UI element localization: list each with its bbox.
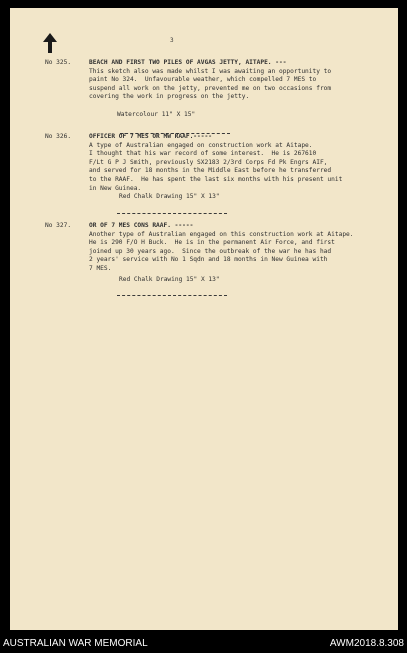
entry-line: joined up 30 years ago. Since the outbreak of the war he has had: [89, 247, 332, 255]
footer-accession-number: AWM2018.8.308: [329, 638, 404, 649]
entry-line: Another type of Australian engaged on this construction work at Aitape.: [89, 230, 354, 238]
entry-title: OFFICER OF 7 MES OR MW RAAF.-----: [89, 133, 212, 140]
pointer-arrow-icon: [43, 33, 57, 53]
entry-body: [89, 222, 379, 274]
page-number: 3: [170, 37, 174, 44]
entry-body: [89, 133, 379, 193]
entry-line: covering the work in progress on the jetty.: [89, 93, 250, 101]
footer-bar: [0, 632, 407, 653]
entry-line: in New Guinea.: [89, 184, 142, 192]
entry-line: A type of Australian engaged on construction work at Aitape.: [89, 141, 313, 149]
entry-title: OR OF 7 MES CONS RAAF. -----: [89, 222, 194, 229]
entry-medium: Red Chalk Drawing 15" X 13": [119, 276, 220, 283]
entry-line: 2 years' service with No 1 Sqdn and 18 months in New Guinea with: [89, 256, 328, 264]
entry-line: 7 MES.: [89, 264, 112, 272]
entry-number: No 327.: [45, 222, 72, 229]
entry-medium: Watercolour 11" X 15": [117, 111, 196, 118]
entry-line: to the RAAF. He has spent the last six months with his present unit: [89, 175, 343, 183]
entry-number: No 326.: [45, 133, 72, 140]
entry-body: [89, 59, 379, 102]
entry-line: and served for 18 months in the Middle East before he transferred: [89, 167, 332, 175]
entry-line: paint No 324. Unfavourable weather, which compelled 7 MES to: [89, 76, 317, 84]
entry-line: I thought that his war record of some interest. He is 267610: [89, 150, 317, 158]
entry-line: suspend all work on the jetty, prevented me on two occasions from: [89, 84, 332, 92]
separator-rule: [117, 213, 227, 214]
entry-medium: Red Chalk Drawing 15" X 13": [119, 193, 220, 200]
entry-number: No 325.: [45, 59, 72, 66]
entry-line: F/Lt G P J Smith, previously SX2183 2/3rd Corps Fd Pk Engrs AIF,: [89, 158, 328, 166]
entry-title: BEACH AND FIRST TWO PILES OF AVGAS JETTY, AITAPE. ---: [89, 59, 287, 66]
separator-rule: [117, 295, 227, 296]
entry-line: This sketch also was made whilst I was awaiting an opportunity to: [89, 67, 332, 75]
footer-institution: AUSTRALIAN WAR MEMORIAL: [3, 638, 148, 649]
entry-line: He is 290 F/O H Buck. He is in the permanent Air Force, and first: [89, 239, 335, 247]
